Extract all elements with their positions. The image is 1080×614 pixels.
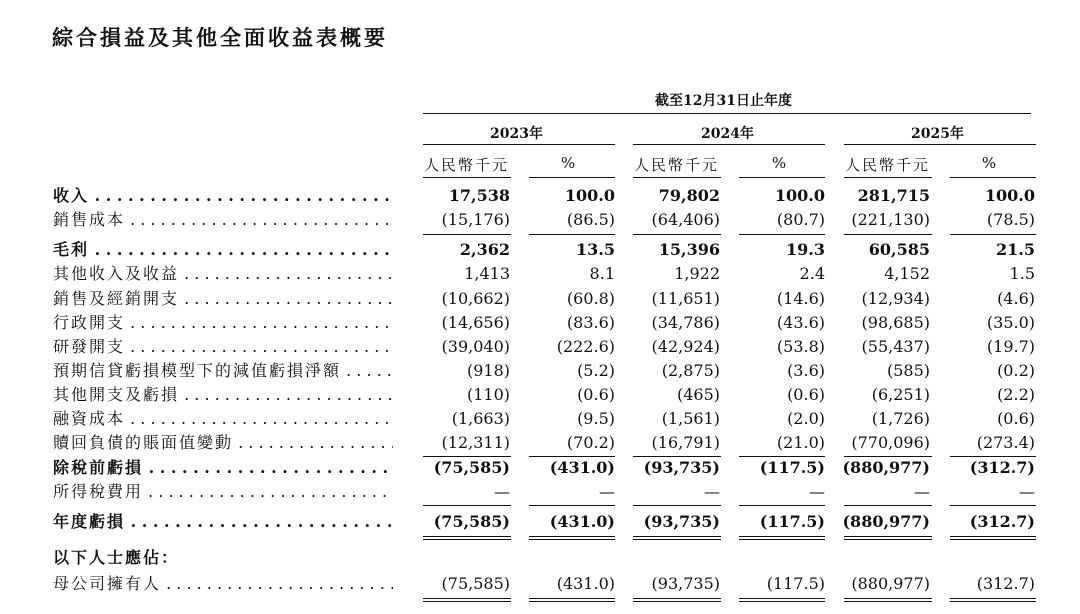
- bottom-double-rule-6a: [950, 598, 1036, 599]
- value-2024-rmb: (465): [676, 385, 720, 404]
- value-2025-pct: (4.6): [997, 289, 1035, 308]
- subtotal-rule-1: [423, 234, 511, 235]
- value-2025-pct: —: [1019, 482, 1035, 501]
- value-2024-pct: (14.6): [776, 289, 825, 308]
- row-income-tax: [0, 481, 1080, 503]
- value-2024-rmb: (34,786): [651, 313, 720, 332]
- total-double-rule-3b: [633, 539, 721, 540]
- value-2024-rmb: (1,561): [661, 409, 720, 428]
- year-rule-2023: [423, 144, 615, 145]
- bottom-double-rule-3b: [633, 601, 721, 602]
- row-other-expenses: [0, 384, 1080, 406]
- total-double-rule-2a: [529, 536, 615, 537]
- value-2024-rmb: (42,924): [651, 337, 720, 356]
- value-2024-pct: 19.3: [786, 240, 825, 259]
- value-2025-rmb: (585): [886, 361, 930, 380]
- tax-rule-6: [950, 505, 1036, 506]
- row-label: 年度虧損 . . .: [53, 511, 393, 533]
- value-2024-rmb: (16,791): [651, 433, 720, 452]
- row-redemption-liabilities: [0, 432, 1080, 454]
- value-2024-pct: 2.4: [799, 264, 825, 283]
- value-2023-rmb: (12,311): [441, 433, 510, 452]
- tax-rule-1: [423, 505, 511, 506]
- value-2025-rmb: (880,977): [842, 512, 930, 531]
- value-2023-rmb: (39,040): [441, 337, 510, 356]
- total-double-rule-6b: [950, 539, 1036, 540]
- value-2023-pct: (431.0): [549, 458, 615, 477]
- value-2024-pct: (117.5): [759, 458, 825, 477]
- bottom-double-rule-4b: [739, 601, 825, 602]
- unit-header-2025: 人民幣千元: [845, 156, 931, 174]
- value-2025-pct: (78.5): [986, 210, 1035, 229]
- value-2023-rmb: (14,656): [441, 313, 510, 332]
- value-2025-pct: (312.7): [969, 512, 1035, 531]
- value-2025-pct: (0.6): [997, 409, 1035, 428]
- unit-rule-1: [423, 177, 511, 178]
- subtotal-rule-4: [739, 234, 825, 235]
- row-cost-of-sales: [0, 209, 1080, 231]
- value-2025-rmb: —: [914, 482, 930, 501]
- value-2023-rmb: (15,176): [441, 210, 510, 229]
- row-loss-before-tax: [0, 457, 1080, 479]
- row-label: 行政開支 . . .: [53, 312, 393, 334]
- tax-rule-5: [844, 505, 932, 506]
- value-2025-rmb: 60,585: [868, 240, 930, 259]
- value-2024-rmb: 15,396: [658, 240, 720, 259]
- value-2025-pct: 100.0: [984, 186, 1035, 205]
- value-2023-pct: (0.6): [577, 385, 615, 404]
- value-2023-rmb: (10,662): [441, 289, 510, 308]
- year-header-2025: 2025年: [911, 126, 964, 142]
- value-2024-rmb: —: [704, 482, 720, 501]
- value-2023-rmb: 2,362: [459, 240, 510, 259]
- unit-rule-4: [739, 177, 825, 178]
- year-rule-2024: [633, 144, 825, 145]
- value-2023-pct: 100.0: [564, 186, 615, 205]
- row-revenue: [0, 185, 1080, 207]
- year-header-2023: 2023年: [490, 126, 543, 142]
- total-double-rule-4b: [739, 539, 825, 540]
- bottom-double-rule-1b: [423, 601, 511, 602]
- value-2023-rmb: (75,585): [441, 574, 510, 593]
- bottom-double-rule-2a: [529, 598, 615, 599]
- percent-header-2025: %: [981, 154, 997, 172]
- tax-rule-2: [529, 505, 615, 506]
- row-attributable-header: [0, 547, 1080, 569]
- value-2025-pct: 1.5: [1009, 264, 1035, 283]
- value-2024-pct: (21.0): [776, 433, 825, 452]
- subtotal-rule-3: [633, 234, 721, 235]
- value-2025-pct: (0.2): [997, 361, 1035, 380]
- unit-header-2024: 人民幣千元: [634, 156, 720, 174]
- value-2023-pct: 8.1: [589, 264, 615, 283]
- row-label: 其他開支及虧損 . . .: [53, 384, 393, 406]
- bottom-double-rule-3a: [633, 598, 721, 599]
- value-2023-pct: (83.6): [566, 313, 615, 332]
- total-double-rule-5b: [844, 539, 932, 540]
- value-2025-rmb: 281,715: [857, 186, 930, 205]
- value-2023-rmb: (110): [466, 385, 510, 404]
- value-2025-rmb: (55,437): [861, 337, 930, 356]
- total-double-rule-4a: [739, 536, 825, 537]
- value-2025-rmb: (1,726): [871, 409, 930, 428]
- value-2023-rmb: (1,663): [451, 409, 510, 428]
- value-2024-pct: —: [809, 482, 825, 501]
- value-2025-pct: (2.2): [997, 385, 1035, 404]
- percent-header-2023: %: [560, 154, 576, 172]
- value-2024-pct: (53.8): [776, 337, 825, 356]
- row-admin-expenses: [0, 312, 1080, 334]
- row-label: 母公司擁有人 . . .: [53, 573, 393, 595]
- value-2025-pct: (35.0): [986, 313, 1035, 332]
- subtotal-rule-2: [529, 234, 615, 235]
- bottom-double-rule-4a: [739, 598, 825, 599]
- value-2024-rmb: 1,922: [674, 264, 720, 283]
- value-2024-rmb: (93,735): [651, 574, 720, 593]
- value-2025-rmb: (221,130): [851, 210, 930, 229]
- value-2025-pct: 21.5: [996, 240, 1035, 259]
- bottom-double-rule-6b: [950, 601, 1036, 602]
- value-2023-pct: (5.2): [577, 361, 615, 380]
- value-2023-pct: (86.5): [566, 210, 615, 229]
- value-2023-pct: (431.0): [556, 574, 615, 593]
- row-label: 融資成本 . . .: [53, 408, 393, 430]
- row-label: 贖回負債的賬面值變動 . . .: [53, 432, 393, 454]
- bottom-double-rule-5b: [844, 601, 932, 602]
- value-2024-pct: (0.6): [787, 385, 825, 404]
- value-2024-pct: (43.6): [776, 313, 825, 332]
- row-other-income: [0, 263, 1080, 285]
- value-2025-pct: (273.4): [976, 433, 1035, 452]
- value-2024-pct: (3.6): [787, 361, 825, 380]
- bottom-double-rule-1a: [423, 598, 511, 599]
- row-finance-costs: [0, 408, 1080, 430]
- value-2025-rmb: (6,251): [871, 385, 930, 404]
- row-label: 其他收入及收益 . . .: [53, 263, 393, 285]
- unit-rule-6: [950, 177, 1036, 178]
- value-2023-rmb: 17,538: [448, 186, 510, 205]
- value-2024-pct: (117.5): [766, 574, 825, 593]
- value-2025-rmb: (770,096): [851, 433, 930, 452]
- row-label: 除稅前虧損 . . .: [53, 457, 393, 479]
- value-2023-pct: (222.6): [556, 337, 615, 356]
- year-header-2024: 2024年: [701, 126, 754, 142]
- value-2025-rmb: (880,977): [851, 574, 930, 593]
- page-title: 綜合損益及其他全面收益表概要: [52, 25, 388, 50]
- total-double-rule-2b: [529, 539, 615, 540]
- row-label: 預期信貸虧損模型下的減值虧損淨額 . . .: [53, 360, 393, 382]
- row-rnd-expenses: [0, 336, 1080, 358]
- value-2023-rmb: 1,413: [464, 264, 510, 283]
- row-label: 收入 . . .: [53, 185, 393, 207]
- value-2023-pct: (70.2): [566, 433, 615, 452]
- total-double-rule-6a: [950, 536, 1036, 537]
- row-label: 銷售及經銷開支 . . .: [53, 288, 393, 310]
- value-2023-pct: (9.5): [577, 409, 615, 428]
- value-2025-pct: (19.7): [986, 337, 1035, 356]
- tax-rule-4: [739, 505, 825, 506]
- row-label: 以下人士應佔：: [53, 548, 180, 567]
- subtotal-rule-5: [844, 234, 932, 235]
- total-double-rule-3a: [633, 536, 721, 537]
- row-gross-profit: [0, 239, 1080, 261]
- unit-header-2023: 人民幣千元: [424, 156, 510, 174]
- row-loss-for-year: [0, 511, 1080, 533]
- value-2024-rmb: (11,651): [651, 289, 720, 308]
- value-2024-pct: 100.0: [774, 186, 825, 205]
- total-double-rule-1b: [423, 539, 511, 540]
- row-label: 研發開支 . . .: [53, 336, 393, 358]
- year-rule-2025: [844, 144, 1036, 145]
- unit-rule-3: [633, 177, 721, 178]
- bottom-double-rule-2b: [529, 601, 615, 602]
- value-2025-rmb: (12,934): [861, 289, 930, 308]
- value-2024-rmb: (2,875): [661, 361, 720, 380]
- value-2024-rmb: (93,735): [643, 512, 720, 531]
- value-2024-pct: (80.7): [776, 210, 825, 229]
- unit-rule-2: [529, 177, 615, 178]
- value-2024-pct: (117.5): [759, 512, 825, 531]
- value-2023-pct: (60.8): [566, 289, 615, 308]
- tax-rule-3: [633, 505, 721, 506]
- value-2023-pct: 13.5: [576, 240, 615, 259]
- value-2025-pct: (312.7): [976, 574, 1035, 593]
- value-2023-rmb: (75,585): [433, 458, 510, 477]
- period-header: 截至12月31日止年度: [655, 93, 792, 109]
- bottom-double-rule-5a: [844, 598, 932, 599]
- value-2023-pct: —: [599, 482, 615, 501]
- value-2024-pct: (2.0): [787, 409, 825, 428]
- value-2023-rmb: —: [494, 482, 510, 501]
- row-owners-of-parent: [0, 573, 1080, 595]
- row-impairment-losses: [0, 360, 1080, 382]
- value-2025-rmb: (98,685): [861, 313, 930, 332]
- total-double-rule-5a: [844, 536, 932, 537]
- row-selling-expenses: [0, 288, 1080, 310]
- subtotal-rule-6: [950, 234, 1036, 235]
- period-rule: [423, 113, 1031, 114]
- percent-header-2024: %: [771, 154, 787, 172]
- value-2024-rmb: 79,802: [658, 186, 720, 205]
- value-2023-rmb: (75,585): [433, 512, 510, 531]
- value-2023-pct: (431.0): [549, 512, 615, 531]
- value-2024-rmb: (93,735): [643, 458, 720, 477]
- value-2024-rmb: (64,406): [651, 210, 720, 229]
- value-2025-rmb: 4,152: [884, 264, 930, 283]
- value-2025-rmb: (880,977): [842, 458, 930, 477]
- row-label: 毛利 . . .: [53, 239, 393, 261]
- unit-rule-5: [844, 177, 932, 178]
- row-label: 所得稅費用 . . .: [53, 481, 393, 503]
- value-2023-rmb: (918): [466, 361, 510, 380]
- row-label: 銷售成本 . . .: [53, 209, 393, 231]
- value-2025-pct: (312.7): [969, 458, 1035, 477]
- total-double-rule-1a: [423, 536, 511, 537]
